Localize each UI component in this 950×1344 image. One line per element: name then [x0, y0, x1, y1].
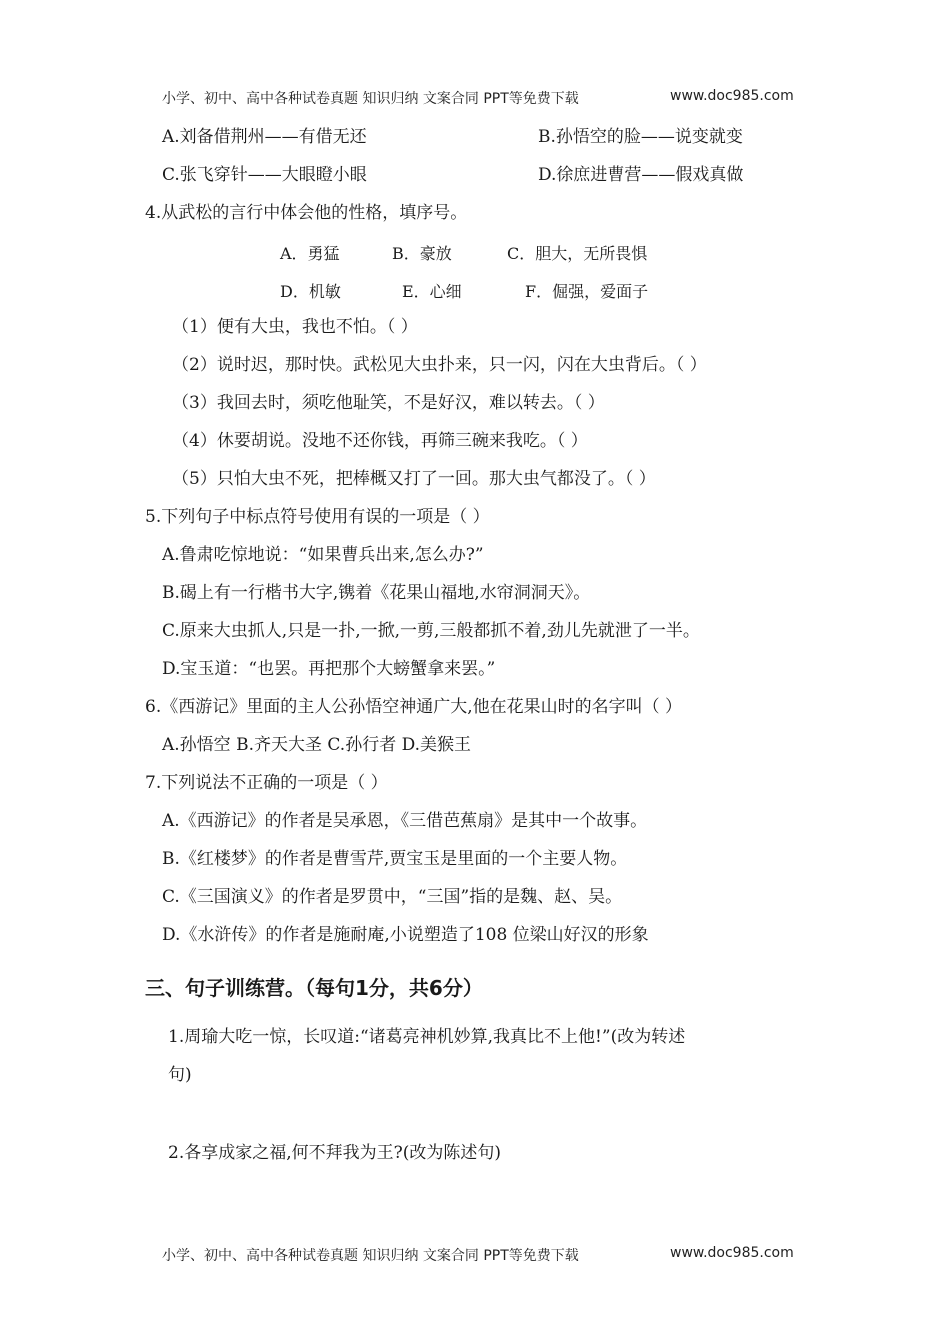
q5-option-d: D.宝玉道：“也罢。再把那个大螃蟹拿来罢。” [162, 659, 496, 679]
footer-site-link[interactable]: www.doc985.com [670, 1245, 794, 1261]
q4-item-3: （3）我回去时，须吃他耻笑，不是好汉，难以转去。（ ） [172, 393, 605, 413]
q4-item-4: （4）休要胡说。没地不还你钱，再筛三碗来我吃。（ ） [172, 431, 588, 451]
q6-stem: 6.《西游记》里面的主人公孙悟空神通广大,他在花果山时的名字叫（ ） [145, 697, 683, 717]
q3-option-b: B.孙悟空的脸——说变就变 [538, 127, 743, 147]
q4-choice-c: C．胆大，无所畏惧 [507, 244, 648, 263]
q4-choice-e: E．心细 [402, 282, 462, 301]
section-3-title: 三、句子训练营。（每句1分，共6分） [145, 976, 483, 1000]
header-text: 小学、初中、高中各种试卷真题 知识归纳 文案合同 PPT等免费下载 [162, 91, 579, 107]
q3-option-d: D.徐庶进曹营——假戏真做 [538, 165, 744, 185]
q4-choice-b: B．豪放 [392, 244, 452, 263]
section-3-q1-line2: 句) [168, 1065, 192, 1085]
q4-choice-a: A．勇猛 [280, 244, 340, 263]
page-header [162, 88, 794, 108]
q5-option-a: A.鲁肃吃惊地说：“如果曹兵出来,怎么办?” [162, 545, 484, 565]
q4-stem: 4.从武松的言行中体会他的性格，填序号。 [145, 203, 468, 223]
q4-item-1: （1）便有大虫，我也不怕。（ ） [172, 317, 418, 337]
footer-text: 小学、初中、高中各种试卷真题 知识归纳 文案合同 PPT等免费下载 [162, 1248, 579, 1264]
q4-item-2: （2）说时迟，那时快。武松见大虫扑来，只一闪，闪在大虫背后。（ ） [172, 355, 707, 375]
q5-option-b: B.碣上有一行楷书大字,镌着《花果山福地,水帘洞洞天》。 [162, 583, 591, 603]
q4-choice-d: D．机敏 [280, 282, 341, 301]
q5-stem: 5.下列句子中标点符号使用有误的一项是（ ） [145, 507, 490, 527]
q7-stem: 7.下列说法不正确的一项是（ ） [145, 773, 388, 793]
q3-option-a: A.刘备借荆州——有借无还 [162, 127, 367, 147]
q5-option-c: C.原来大虫抓人,只是一扑,一掀,一剪,三般都抓不着,劲儿先就泄了一半。 [162, 621, 700, 641]
header-site-link[interactable]: www.doc985.com [670, 88, 794, 104]
section-3-q1-line1: 1.周瑜大吃一惊，长叹道:“诸葛亮神机妙算,我真比不上他!”(改为转述 [168, 1027, 686, 1047]
section-3-q2: 2.各享成家之福,何不拜我为王?(改为陈述句) [168, 1143, 502, 1163]
q7-option-c: C.《三国演义》的作者是罗贯中，“三国”指的是魏、赵、吴。 [162, 887, 623, 907]
q6-options: A.孙悟空 B.齐天大圣 C.孙行者 D.美猴王 [162, 735, 472, 755]
q7-option-b: B.《红楼梦》的作者是曹雪芹,贾宝玉是里面的一个主要人物。 [162, 849, 628, 869]
page-footer [162, 1245, 794, 1265]
q4-item-5: （5）只怕大虫不死，把棒概又打了一回。那大虫气都没了。（ ） [172, 469, 656, 489]
q7-option-d: D.《水浒传》的作者是施耐庵,小说塑造了108 位梁山好汉的形象 [162, 925, 649, 945]
q3-option-c: C.张飞穿针——大眼瞪小眼 [162, 165, 367, 185]
q7-option-a: A.《西游记》的作者是吴承恩，《三借芭蕉扇》是其中一个故事。 [162, 811, 648, 831]
q4-choice-f: F．倔强，爱面子 [525, 282, 649, 301]
